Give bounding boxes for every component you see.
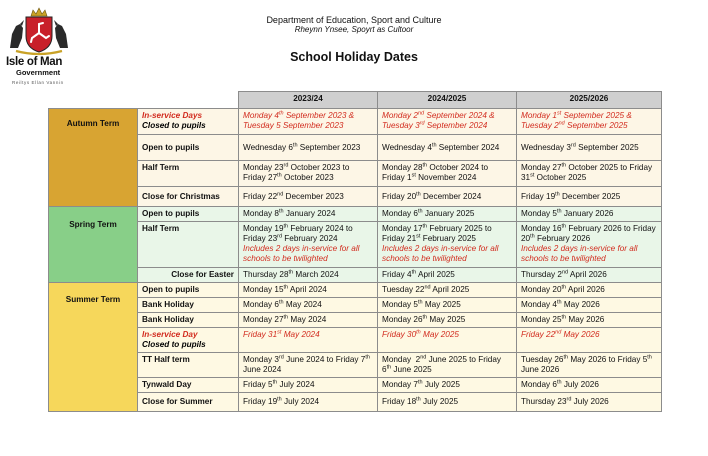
date-cell: Thursday 23rd July 2026 — [517, 393, 662, 412]
date-cell: Monday 19th February 2024 to Friday 23rd February 2024 Includes 2 days in-service for all schools to be twilighted — [239, 222, 378, 268]
inservice-label: In-service Day — [142, 330, 198, 339]
date-cell: Friday 30th May 2025 — [378, 328, 517, 353]
inservice-label: In-service Days — [142, 111, 203, 120]
term-label-summer: Summer Term — [49, 283, 138, 412]
row-label: Half Term — [138, 222, 239, 268]
date-cell: Monday 6th May 2024 — [239, 298, 378, 313]
date-cell: Monday 20th April 2026 — [517, 283, 662, 298]
date-cell: Friday 22nd May 2026 — [517, 328, 662, 353]
date-cell: Monday 2nd June 2025 to Friday 6th June 2025 — [378, 353, 517, 378]
holiday-dates-table — [48, 91, 662, 412]
table-row — [49, 161, 662, 187]
date-cell: Wednesday 4th September 2024 — [378, 135, 517, 161]
date-cell: Monday 6th January 2025 — [378, 207, 517, 222]
row-label: Open to pupils — [138, 135, 239, 161]
twilight-note: Includes 2 days in-service for all schools to be twilighted — [382, 244, 499, 263]
date-cell: Monday 2nd September 2024 & Tuesday 3rd September 2024 — [378, 109, 517, 135]
date-cell: Monday 16th February 2026 to Friday 20th February 2026 Includes 2 days in-service for all schools to be twilighted — [517, 222, 662, 268]
date-cell: Monday 25th May 2026 — [517, 313, 662, 328]
table-row — [49, 393, 662, 412]
row-label: Bank Holiday — [138, 298, 239, 313]
table-row — [49, 135, 662, 161]
date-cell: Monday 4th September 2023 & Tuesday 5 September 2023 — [239, 109, 378, 135]
year-header-2025-26: 2025/2026 — [517, 92, 662, 109]
date-cell: Monday 27th May 2024 — [239, 313, 378, 328]
date-cell: Monday 28th October 2024 to Friday 1st November 2024 — [378, 161, 517, 187]
page-title: School Holiday Dates — [290, 50, 418, 64]
twilight-note: Includes 2 days in-service for all schools to be twilighted — [243, 244, 360, 263]
date-cell: Monday 5th January 2026 — [517, 207, 662, 222]
table-row — [49, 313, 662, 328]
date-cell: Friday 19th July 2024 — [239, 393, 378, 412]
date-cell: Monday 17th February 2025 to Friday 21st February 2025 Includes 2 days in-service for all schools to be twilighted — [378, 222, 517, 268]
date-cell: Monday 4th May 2026 — [517, 298, 662, 313]
logo-subtitle: Government — [16, 68, 61, 77]
department-name: Department of Education, Sport and Culture — [266, 15, 442, 25]
logo-name: Isle of Man — [6, 56, 63, 68]
row-label: Close for Summer — [138, 393, 239, 412]
term-label-autumn: Autumn Term — [49, 109, 138, 207]
date-cell: Friday 20th December 2024 — [378, 187, 517, 207]
date-cell: Friday 5th July 2024 — [239, 378, 378, 393]
date-cell: Monday 7th July 2025 — [378, 378, 517, 393]
closed-label: Closed to pupils — [142, 340, 206, 349]
header-blank-cell — [138, 92, 239, 109]
row-label: Close for Easter — [138, 268, 239, 283]
row-label: Close for Christmas — [138, 187, 239, 207]
row-label: Tynwald Day — [138, 378, 239, 393]
table-row — [49, 378, 662, 393]
term-label-spring: Spring Term — [49, 207, 138, 283]
logo-motto: Reiltys Ellan Vannin — [12, 80, 64, 85]
row-label: Half Term — [138, 161, 239, 187]
date-cell: Monday 26th May 2025 — [378, 313, 517, 328]
date-cell: Monday 8th January 2024 — [239, 207, 378, 222]
date-cell: Monday 1st September 2025 & Tuesday 2nd September 2025 — [517, 109, 662, 135]
table-row — [49, 328, 662, 353]
date-cell: Monday 3rd June 2024 to Friday 7th June 2024 — [239, 353, 378, 378]
date-cell: Friday 31st May 2024 — [239, 328, 378, 353]
table-row — [49, 109, 662, 135]
date-cell: Monday 15th April 2024 — [239, 283, 378, 298]
table-header-row — [49, 92, 662, 109]
date-cell: Tuesday 22nd April 2025 — [378, 283, 517, 298]
closed-label: Closed to pupils — [142, 121, 206, 130]
date-cell: Friday 18th July 2025 — [378, 393, 517, 412]
date-cell: Thursday 28th March 2024 — [239, 268, 378, 283]
date-cell: Friday 4th April 2025 — [378, 268, 517, 283]
twilight-note: Includes 2 days in-service for all schools to be twilighted — [521, 244, 638, 263]
date-cell: Wednesday 6th September 2023 — [239, 135, 378, 161]
table-row — [49, 353, 662, 378]
header-blank-cell — [49, 92, 138, 109]
year-header-2023-24: 2023/24 — [239, 92, 378, 109]
row-label: Open to pupils — [138, 207, 239, 222]
row-label: Open to pupils — [138, 283, 239, 298]
date-cell: Monday 27th October 2025 to Friday 31st October 2025 — [517, 161, 662, 187]
date-cell: Friday 19th December 2025 — [517, 187, 662, 207]
date-cell: Friday 22nd December 2023 — [239, 187, 378, 207]
date-cell: Wednesday 3rd September 2025 — [517, 135, 662, 161]
row-label — [138, 328, 239, 353]
row-label: Bank Holiday — [138, 313, 239, 328]
date-cell: Monday 5th May 2025 — [378, 298, 517, 313]
table-row — [49, 298, 662, 313]
table-row — [49, 283, 662, 298]
date-cell: Thursday 2nd April 2026 — [517, 268, 662, 283]
department-name-manx: Rheynn Ynsee, Spoyrt as Cultoor — [294, 25, 414, 34]
table-row — [49, 268, 662, 283]
table-row — [49, 207, 662, 222]
table-row — [49, 222, 662, 268]
date-cell: Monday 6th July 2026 — [517, 378, 662, 393]
row-label: TT Half term — [138, 353, 239, 378]
date-cell: Tuesday 26th May 2026 to Friday 5th June 2026 — [517, 353, 662, 378]
table-row — [49, 187, 662, 207]
row-label — [138, 109, 239, 135]
date-cell: Monday 23rd October 2023 to Friday 27th October 2023 — [239, 161, 378, 187]
year-header-2024-25: 2024/2025 — [378, 92, 517, 109]
